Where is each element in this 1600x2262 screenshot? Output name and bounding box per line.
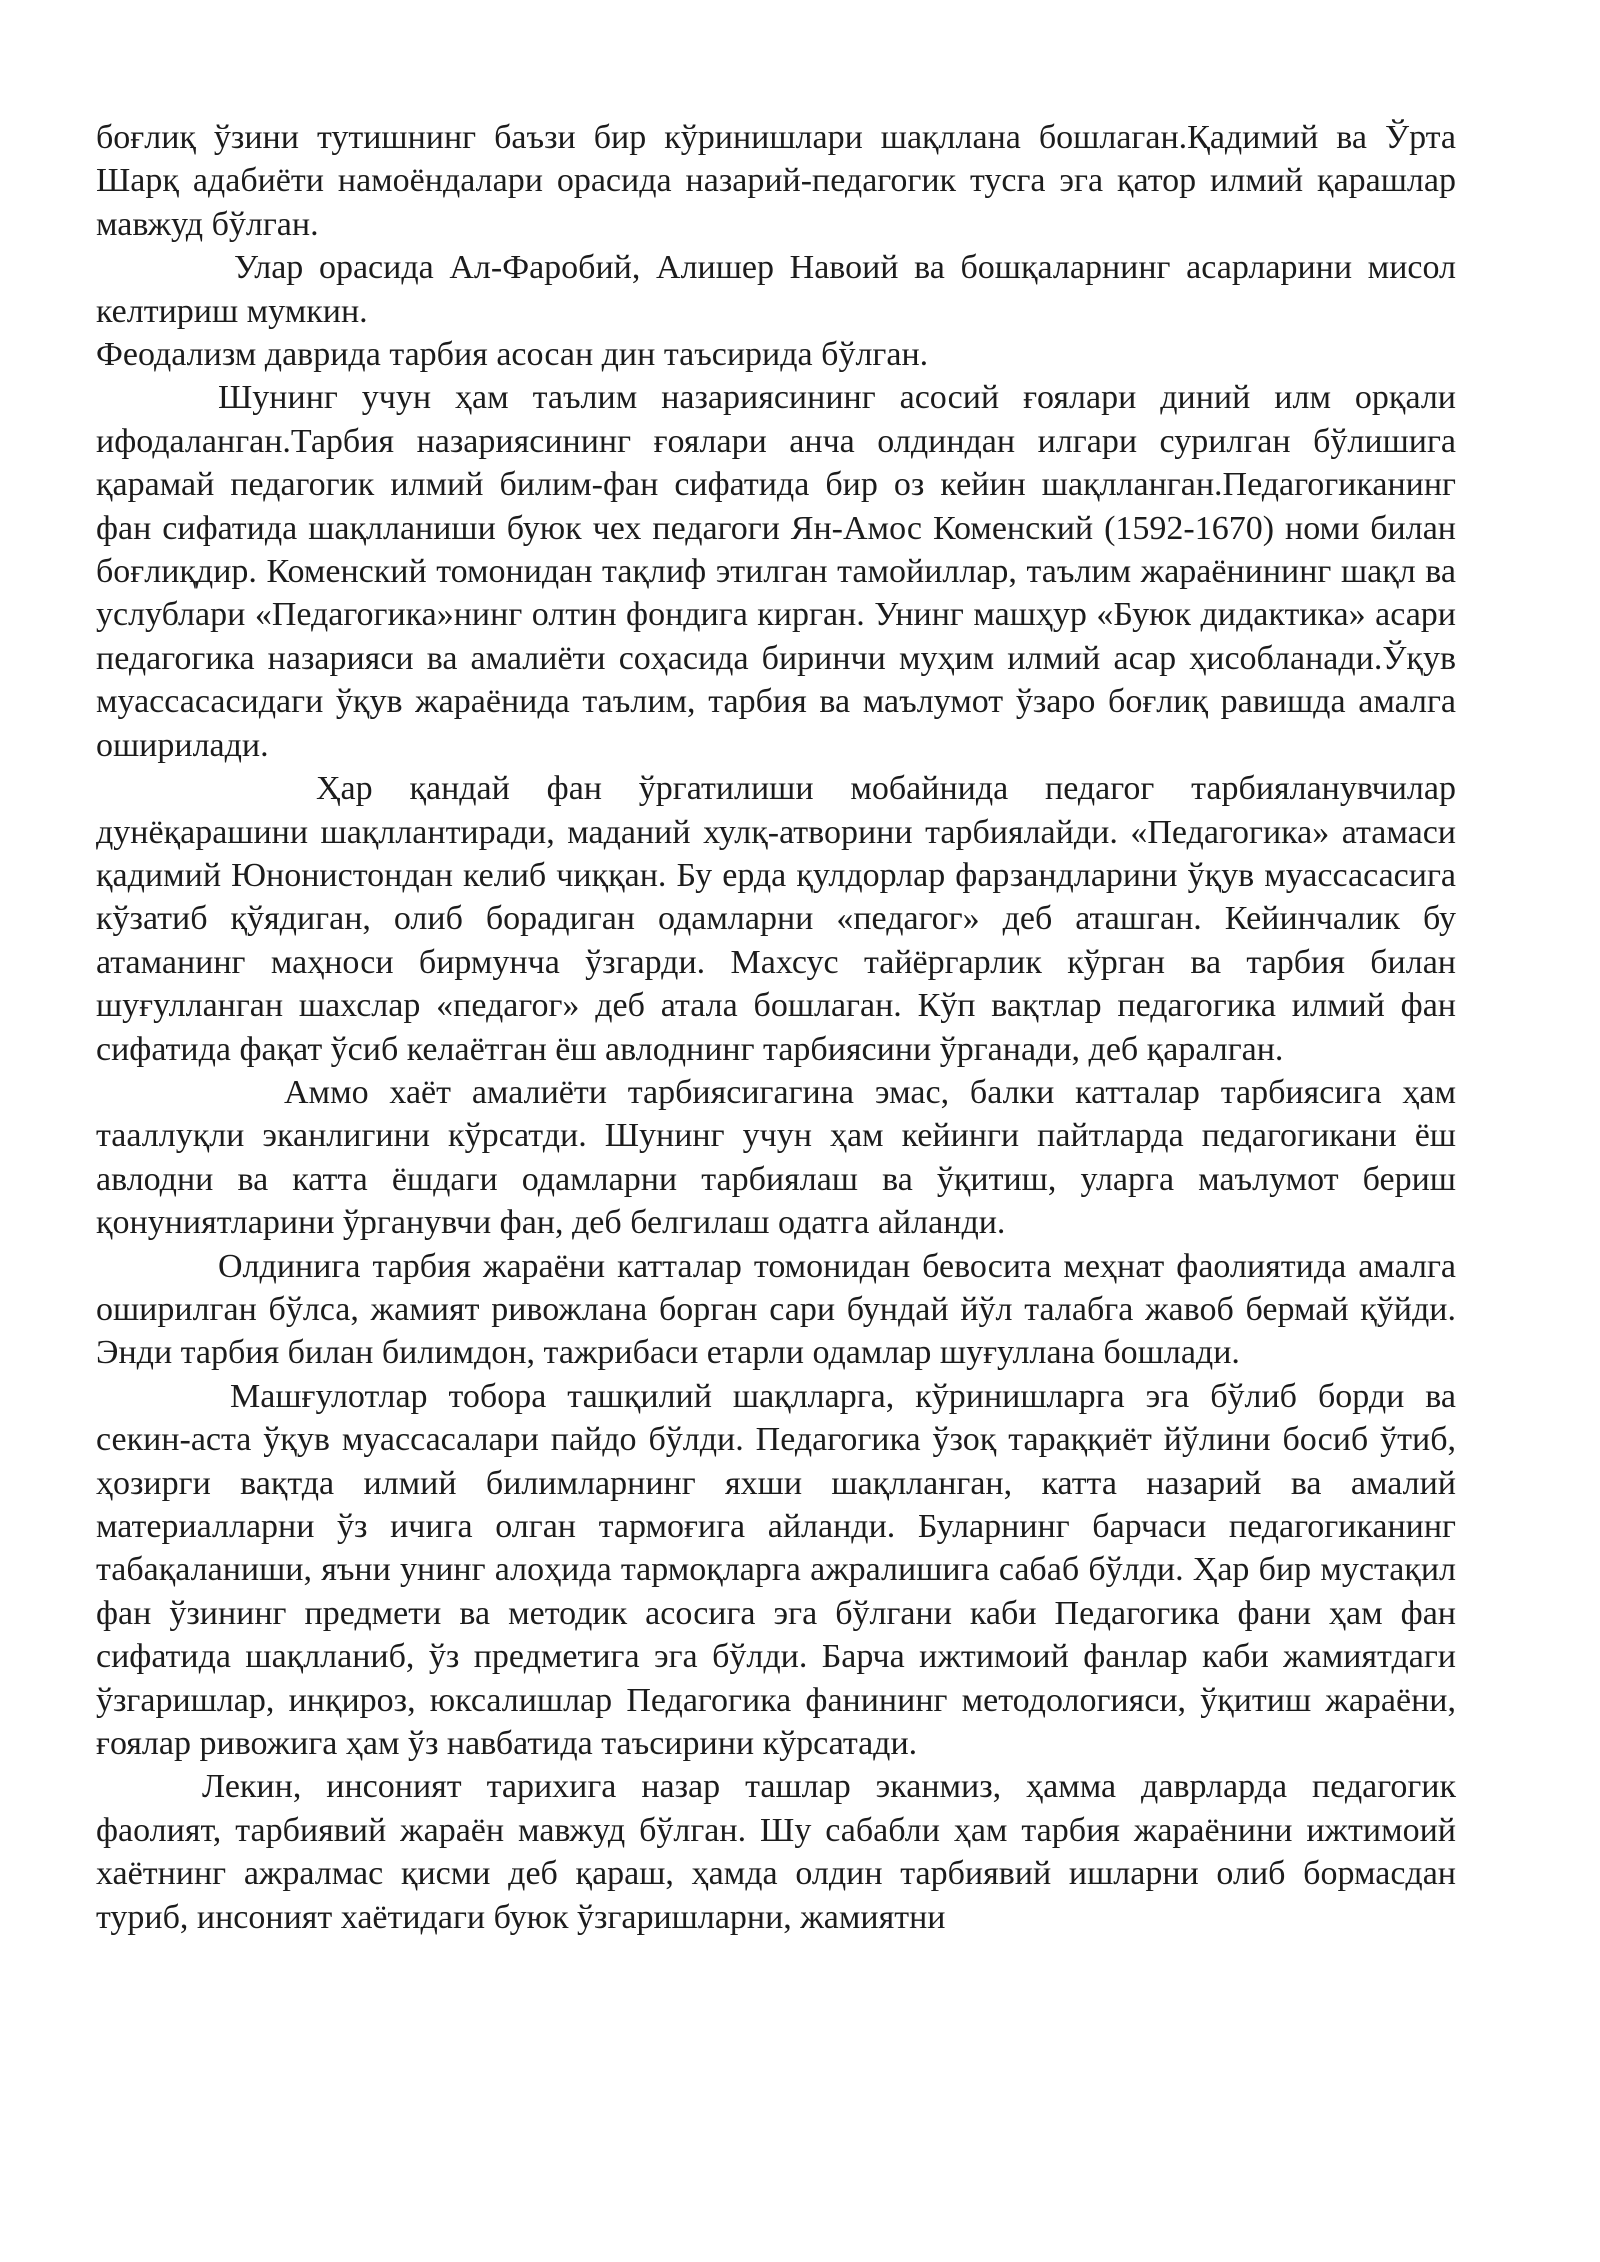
paragraph-9: Лекин, инсоният тарихига назар ташлар эканмиз, ҳамма даврларда педагогик фаолият, тарбиявий жараён мавжуд бўлган. Шу сабабли ҳам тарбия жараёнини ижтимоий хаётнинг ажралмас қисми деб қараш, ҳамда олдин тарбиявий ишларни олиб бормасдан туриб, инсоният хаётидаги буюк ўзгаришларни, жамиятни xyxy=(96,1768,1456,1936)
document-page xyxy=(96,116,1456,1939)
paragraph-2: Улар орасида Ал-Фаробий, Алишер Навоий ва бошқаларнинг асарларини мисол келтириш мумкин. xyxy=(96,249,1456,330)
paragraph-8: Машғулотлар тобора ташқилий шақлларга, кўринишларга эга бўлиб борди ва секин-аста ўқув муассасалари пайдо бўлди. Педагогика ўзоқ тараққиёт йўлини босиб ўтиб, ҳозирги вақтда илмий билимларнинг яхши шақлланган, катта назарий ва амалий материалларни ўз ичига олган тармоғига айланди. Буларнинг барчаси педагогиканинг табақаланиши, яъни унинг алоҳида тармоқларга ажралишига сабаб бўлди. Ҳар бир мустақил фан ўзининг предмети ва методик асосига эга бўлгани каби Педагогика фани ҳам фан сифатида шақлланиб, ўз предметига эга бўлди. Барча ижтимоий фанлар каби жамиятдаги ўзгаришлар, инқироз, юксалишлар Педагогика фанининг методологияси, ўқитиш жараёни, ғоялар ривожига ҳам ўз навбатида таъсирини кўрсатади. xyxy=(96,1377,1456,1763)
paragraph-4: Шунинг учун ҳам таълим назариясининг асосий ғоялари диний илм орқали ифодаланган.Тарбия назариясининг ғоялари анча олдиндан илгари сурилган бўлишига қарамай педагогик илмий билим-фан сифатида бир оз кейин шақлланган.Педагогиканинг фан сифатида шақлланиши буюк чех педагоги Ян-Амос Коменский (1592-1670) номи билан боғлиқдир. Коменский томонидан тақлиф этилган тамойиллар, таълим жараёнининг шақл ва услублари «Педагогика»нинг олтин фондига кирган. Унинг машҳур «Буюк дидактика» асари педагогика назарияси ва амалиёти соҳасида биринчи муҳим илмий асар ҳисобланади.Ўқув муассасасидаги ўқув жараёнида таълим, тарбия ва маълумот ўзаро боғлиқ равишда амалга оширилади. xyxy=(96,379,1456,764)
paragraph-1: боғлиқ ўзини тутишнинг баъзи бир кўринишлари шақллана бошлаган.Қадимий ва Ўрта Шарқ адабиёти намоёндалари орасида назарий-педагогик тусга эга қатор илмий қарашлар мавжуд бўлган. xyxy=(96,119,1456,243)
paragraph-3: Феодализм даврида тарбия асосан дин таъсирида бўлган. xyxy=(96,336,929,374)
paragraph-7: Олдинига тарбия жараёни катталар томонидан бевосита меҳнат фаолиятида амалга оширилган бўлса, жамият ривожлана борган сари бундай йўл талабга жавоб бермай қўйди. Энди тарбия билан билимдон, тажрибаси етарли одамлар шуғуллана бошлади. xyxy=(96,1247,1456,1372)
paragraph-6: Аммо хаёт амалиёти тарбиясигагина эмас, балки катталар тарбиясига ҳам тааллуқли эканлигини кўрсатди. Шунинг учун ҳам кейинги пайтларда педагогикани ёш авлодни ва катта ёшдаги одамларни тарбиялаш ва ўқитиш, уларга маълумот бериш қонуниятларини ўрганувчи фан, деб белгилаш одатга айланди. xyxy=(96,1073,1456,1242)
paragraph-5: Ҳар қандай фан ўргатилиши мобайнида педагог тарбияланувчилар дунёқарашини шақллантиради, маданий хулқ-атворини тарбиялайди. «Педагогика» атамаси қадимий Юнонистондан келиб чиққан. Бу ерда қулдорлар фарзандларини ўқув муассасасига кўзатиб қўядиган, олиб борадиган одамларни «педагог» деб аташган. Кейинчалик бу атаманинг маҳноси бирмунча ўзгарди. Махсус тайёргарлик кўрган ва тарбия билан шуғулланган шахслар «педагог» деб атала бошлаган. Кўп вақтлар педагогика илмий фан сифатида фақат ўсиб келаётган ёш авлоднинг тарбиясини ўрганади, деб қаралган. xyxy=(96,770,1456,1068)
